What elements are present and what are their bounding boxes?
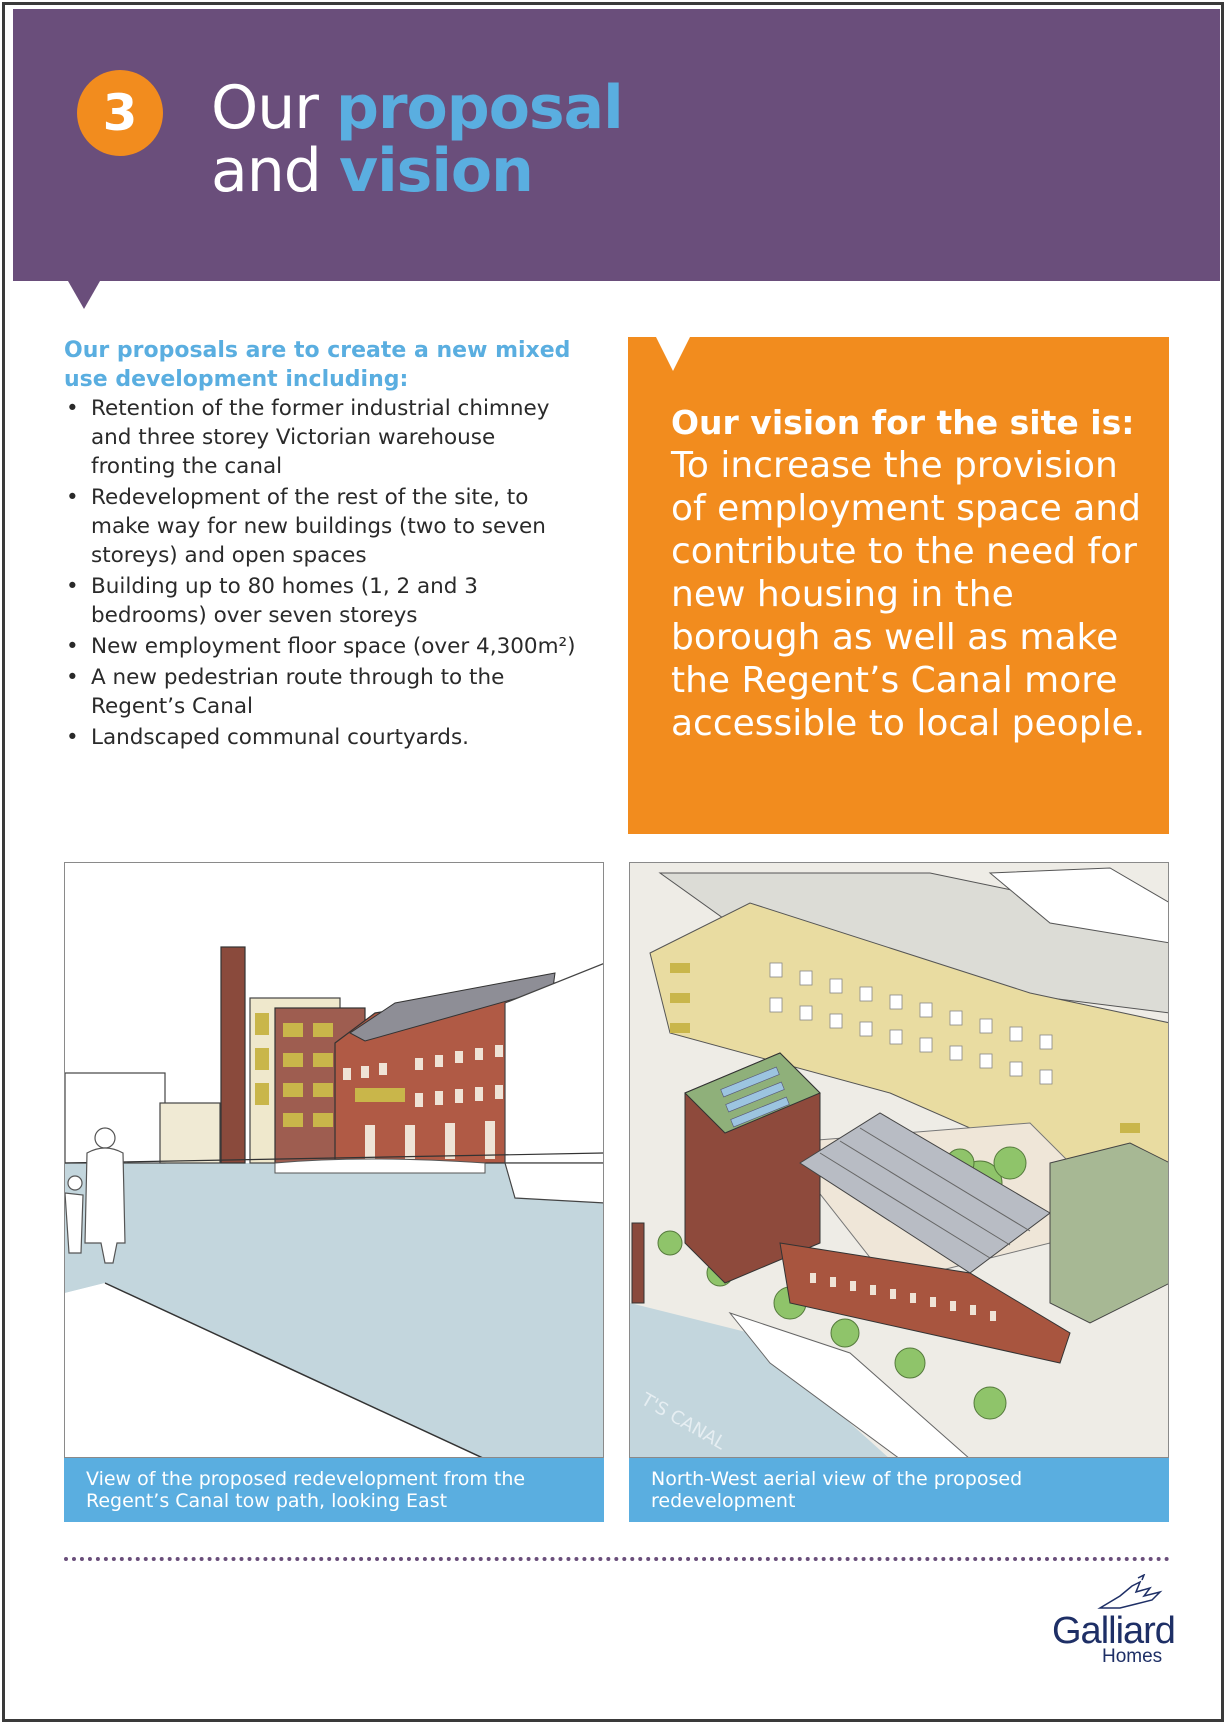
logo-wordmark: Galliard	[1052, 1610, 1175, 1652]
list-item: • Landscaped communal courtyards.	[64, 723, 584, 752]
proposal-list	[64, 394, 584, 754]
canal-watermark: T'S CANAL	[637, 1389, 730, 1455]
canal-view-panel	[64, 862, 604, 1522]
list-item: • A new pedestrian route through to the Regent’s Canal	[64, 663, 584, 721]
header-band	[13, 9, 1220, 281]
vision-body: To increase the provision of employment space and contribute to the need for new housing in the borough as well as make the Regent’s Canal more accessible to local people.	[671, 445, 1146, 744]
footer-divider	[64, 1557, 1170, 1561]
title-word-our: Our	[211, 73, 336, 143]
canal-view-illustration	[64, 862, 604, 1458]
vision-notch-triangle	[656, 337, 690, 371]
aerial-view-panel	[629, 862, 1169, 1522]
vision-box	[628, 337, 1169, 834]
galliard-homes-logo	[1040, 1574, 1180, 1667]
list-item: • Building up to 80 homes (1, 2 and 3 bedrooms) over seven storeys	[64, 572, 584, 630]
intro-heading: Our proposals are to create a new mixed use development including:	[64, 338, 571, 392]
list-item: • New employment floor space (over 4,300m²)	[64, 632, 584, 661]
title-word-proposal: proposal	[336, 73, 623, 143]
aerial-view-illustration	[629, 862, 1169, 1458]
header-pointer-triangle	[68, 281, 100, 309]
title-word-and: and	[211, 136, 339, 206]
section-number-badge	[77, 70, 163, 156]
logo-subtitle: Homes	[1102, 1646, 1163, 1667]
list-item: • Redevelopment of the rest of the site, to make way for new buildings (two to seven storeys) and open spaces	[64, 483, 584, 570]
list-item: • Retention of the former industrial chimney and three storey Victorian warehouse fronting the canal	[64, 394, 584, 481]
page-title	[211, 73, 623, 206]
canal-view-caption: View of the proposed redevelopment from the Regent’s Canal tow path, looking East	[64, 1458, 604, 1522]
title-word-vision: vision	[338, 136, 533, 206]
vision-heading: Our vision for the site is:	[671, 403, 1135, 442]
logo-bird-icon	[1040, 1574, 1180, 1614]
section-number: 3	[102, 84, 138, 142]
aerial-view-caption: North-West aerial view of the proposed redevelopment	[629, 1458, 1169, 1522]
